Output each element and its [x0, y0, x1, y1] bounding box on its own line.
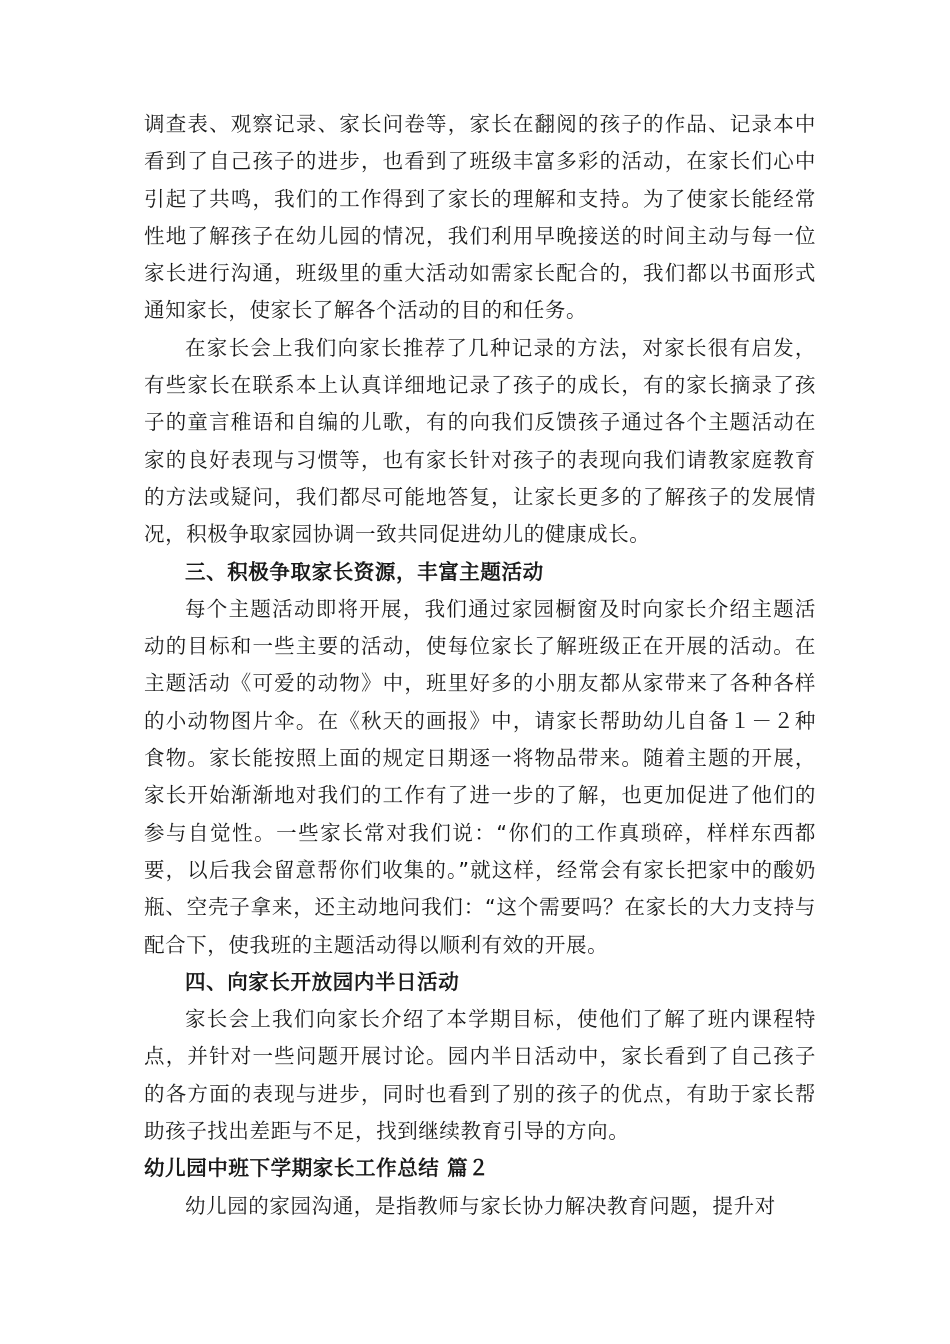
section-heading-4: 四、向家长开放园内半日活动: [185, 969, 460, 994]
section-heading-3: 三、积极争取家长资源，丰富主题活动: [185, 559, 544, 584]
document-body: [144, 106, 816, 1225]
paragraph-theme-activities: 每个主题活动即将开展，我们通过家园橱窗及时向家长介绍主题活动的目标和一些主要的活动，使每位家长了解班级正在开展的活动。在主题活动《可爱的动物》中，班里好多的小朋友都从家带来了各种各样的小动物图片伞。在《秋天的画报》中，请家长帮助幼儿自备１－２种食物。家长能按照上面的规定日期逐一将物品带来。随着主题的开展，家长开始渐渐地对我们的工作有了进一步的了解，也更加促进了他们的参与自觉性。一些家长常对我们说：“你们的工作真琐碎，样样东西都要，以后我会留意帮你们收集的。”就这样，经常会有家长把家中的酸奶瓶、空壳子拿来，还主动地问我们：“这个需要吗？在家长的大力支持与配合下，使我班的主题活动得以顺利有效的开展。: [144, 596, 816, 957]
paragraph-continuation: 调查表、观察记录、家长问卷等，家长在翻阅的孩子的作品、记录本中看到了自己孩子的进步，也看到了班级丰富多彩的活动，在家长们心中引起了共鸣，我们的工作得到了家长的理解和支持。为了使家长能经常性地了解孩子在幼儿园的情况，我们利用早晚接送的时间主动与每一位家长进行沟通，班级里的重大活动如需家长配合的，我们都以书面形式通知家长，使家长了解各个活动的目的和任务。: [144, 112, 816, 323]
paragraph-record-methods: 在家长会上我们向家长推荐了几种记录的方法，对家长很有启发，有些家长在联系本上认真详细地记录了孩子的成长，有的家长摘录了孩子的童言稚语和自编的儿歌，有的向我们反馈孩子通过各个主题活动在家的良好表现与习惯等，也有家长针对孩子的表现向我们请教家庭教育的方法或疑问，我们都尽可能地答复，让家长更多的了解孩子的发展情况，积极争取家园协调一致共同促进幼儿的健康成长。: [144, 335, 816, 547]
paragraph-open-day: 家长会上我们向家长介绍了本学期目标，使他们了解了班内课程特点，并针对一些问题开展讨论。园内半日活动中，家长看到了自己孩子的各方面的表现与进步，同时也看到了别的孩子的优点，有助于家长帮助孩子找出差距与不足，找到继续教育引导的方向。: [144, 1007, 816, 1144]
paragraph-communication: 幼儿园的家园沟通，是指教师与家长协力解决教育问题，提升对: [185, 1193, 776, 1218]
article-title: 幼儿园中班下学期家长工作总结 篇２: [144, 1156, 490, 1181]
